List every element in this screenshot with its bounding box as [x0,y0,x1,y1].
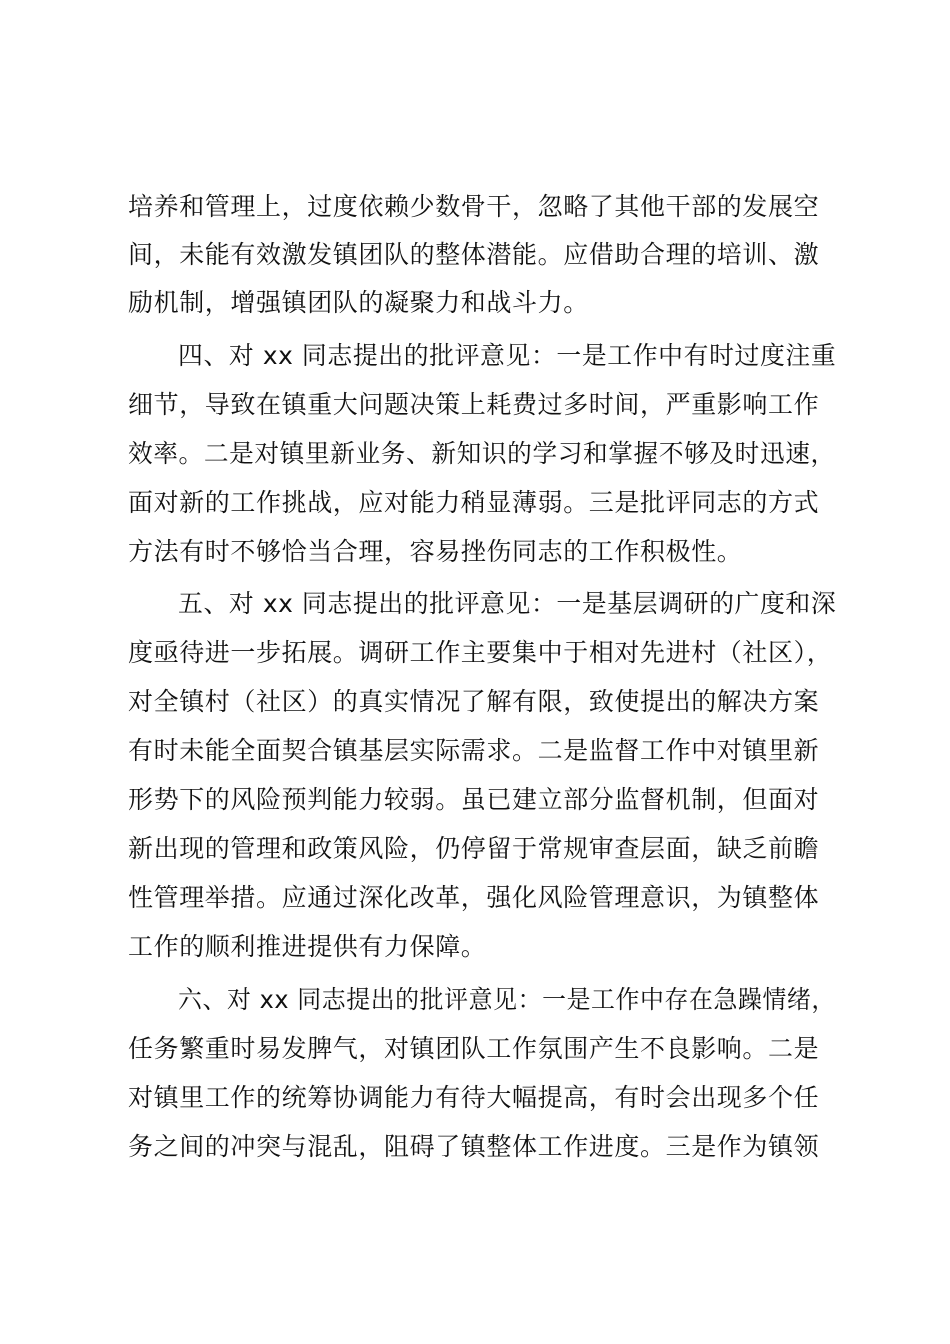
paragraph-3-line-2: 度亟待进一步拓展。调研工作主要集中于相对先进村（社区）， [128,638,833,667]
paragraph-4-line-3: 对镇里工作的统筹协调能力有待大幅提高，有时会出现多个任 [128,1083,820,1112]
paragraph-3-line-8: 工作的顺利推进提供有力保障。 [128,932,487,961]
paragraph-1-line-1: 培养和管理上，过度依赖少数骨干，忽略了其他干部的发展空 [128,192,820,221]
paragraph-2-line-2: 细节，导致在镇重大问题决策上耗费过多时间，严重影响工作 [128,390,820,419]
paragraph-1-line-2: 间，未能有效激发镇团队的整体潜能。应借助合理的培训、激 [128,240,820,269]
paragraph-3-line-7: 性管理举措。应通过深化改革，强化风险管理意识，为镇整体 [128,883,820,912]
paragraph-2-line-5: 方法有时不够恰当合理，容易挫伤同志的工作积极性。 [128,537,743,566]
paragraph-3-line-1: 五、对 xx 同志提出的批评意见：一是基层调研的广度和深 [178,589,837,618]
paragraph-2-line-4: 面对新的工作挑战，应对能力稍显薄弱。三是批评同志的方式 [128,488,820,517]
paragraph-4-line-4: 务之间的冲突与混乱，阻碍了镇整体工作进度。三是作为镇领 [128,1132,820,1161]
paragraph-3-line-6: 新出现的管理和政策风险，仍停留于常规审查层面，缺乏前瞻 [128,834,820,863]
paragraph-4-line-1: 六、对 xx 同志提出的批评意见：一是工作中存在急躁情绪， [178,985,836,1014]
paragraph-2-line-1: 四、对 xx 同志提出的批评意见：一是工作中有时过度注重 [178,341,837,370]
paragraph-4-line-2: 任务繁重时易发脾气，对镇团队工作氛围产生不良影响。二是 [128,1034,820,1063]
paragraph-2-line-3: 效率。二是对镇里新业务、新知识的学习和掌握不够及时迅速， [128,439,836,468]
paragraph-1-line-3: 励机制，增强镇团队的凝聚力和战斗力。 [128,288,589,317]
paragraph-3-line-3: 对全镇村（社区）的真实情况了解有限，致使提出的解决方案 [128,687,820,716]
paragraph-3-line-4: 有时未能全面契合镇基层实际需求。二是监督工作中对镇里新 [128,736,820,765]
paragraph-3-line-5: 形势下的风险预判能力较弱。虽已建立部分监督机制，但面对 [128,785,820,814]
